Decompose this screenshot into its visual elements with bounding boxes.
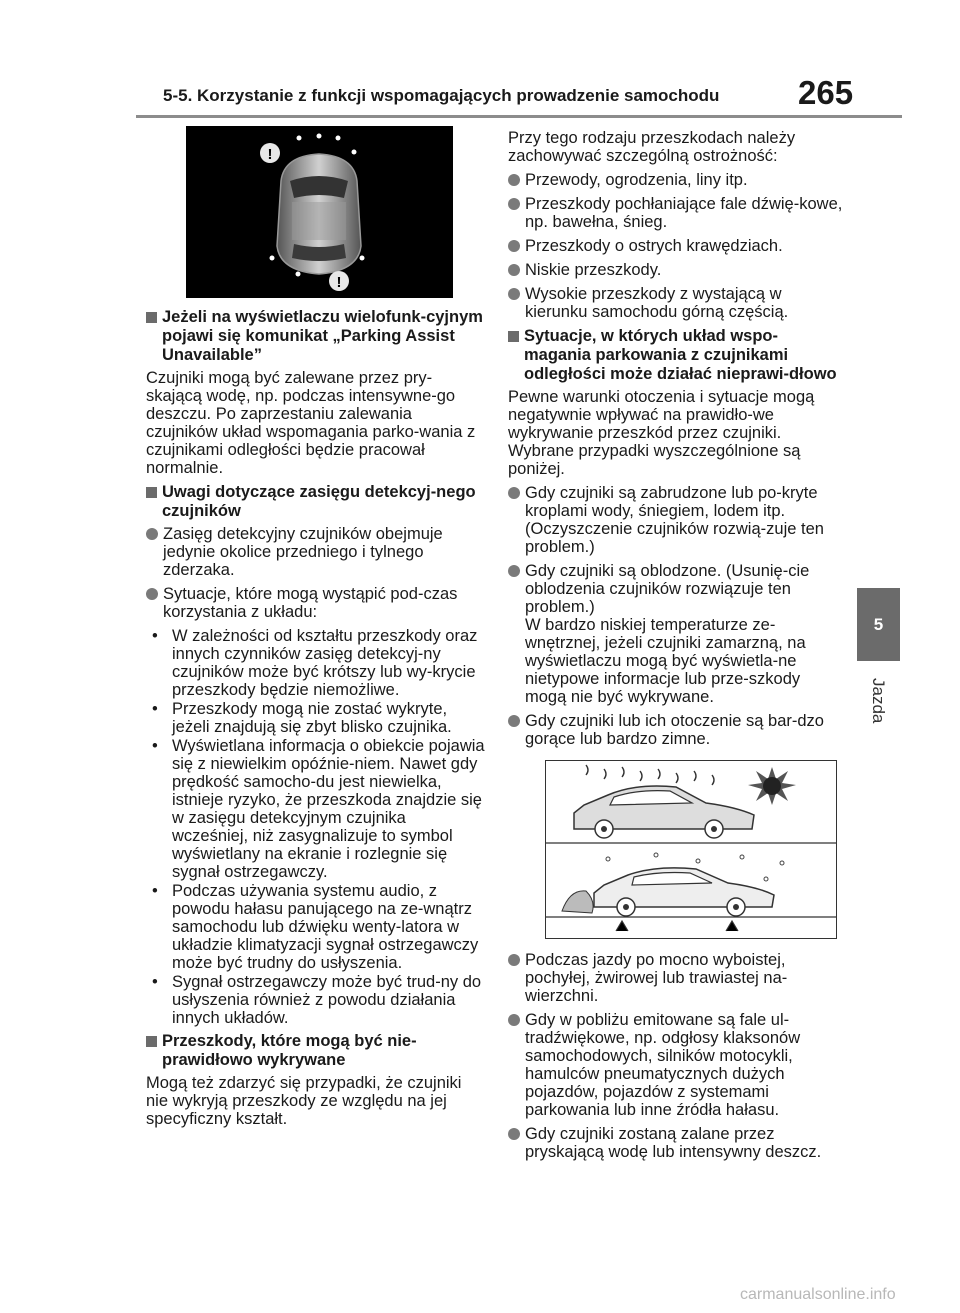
round-bullet-icon (146, 588, 158, 600)
warning-icon (260, 143, 280, 163)
list-item: Niskie przeszkody. (508, 261, 844, 279)
round-bullet-icon (508, 1014, 520, 1026)
list-item: Gdy w pobliżu emitowane są fale ul-tradźwiękowe, np. odgłosy klaksonów samochodowych, silników motocykli, hamulców pneumatycznych dużych pojazdów, pojazdów z systemami parkowania lub inne źródła hałasu. (508, 1011, 844, 1119)
chapter-label: Jazda (869, 678, 888, 724)
round-bullet-icon (508, 715, 520, 727)
section-heading: Jeżeli na wyświetlaczu wielofunk-cyjnym pojawi się komunikat „Parking Assist Unavailable” (146, 308, 486, 365)
list-item: Sytuacje, które mogą wystąpić pod-czas korzystania z układu: (146, 585, 486, 621)
sun-icon (748, 767, 796, 805)
car-icon (574, 786, 754, 838)
list-item: Wysokie przeszkody z wystającą w kierunku samochodu górną częścią. (508, 285, 844, 321)
paragraph: Czujniki mogą być zalewane przez pry-skającą wodę, np. podczas intensywne-go deszczu. Po zaprzestaniu zalewania czujników układ wspomagania parko-wania z czujnikami odległości będzie pracował normalnie. (146, 369, 476, 477)
svg-text:!: ! (267, 146, 273, 163)
sub-list-item: • W zależności od kształtu przeszkody oraz innych czynników zasięg detekcyj-ny czujników może być krótszy lub wy-krycie przeszkody będzie niemożliwe. (152, 627, 478, 699)
warning-icon (329, 271, 349, 291)
round-bullet-icon (508, 240, 520, 252)
car-icon (594, 868, 774, 916)
list-item: Przeszkody pochłaniające fale dźwię-kowe, np. bawełna, śnieg. (508, 195, 844, 231)
list-item: Podczas jazdy po mocno wyboistej, pochyłej, żwirowej lub trawiastej na-wierzchni. (508, 951, 844, 1005)
sub-list-item: • Sygnał ostrzegawczy może być trud-ny do usłyszenia również z powodu działania innych układów. (152, 973, 482, 1027)
car-sensors-diagram (186, 126, 453, 298)
paragraph: Przy tego rodzaju przeszkodach należy zachowywać szczególną ostrożność: (508, 129, 796, 165)
chapter-number: 5 (873, 614, 884, 634)
list-item: Przeszkody o ostrych krawędziach. (508, 237, 844, 255)
section-heading: Sytuacje, w których układ wspo-magania parkowania z czujnikami odległości może działać nieprawi-dłowo (508, 327, 844, 384)
sub-list-item: • Podczas używania systemu audio, z powodu hałasu panującego na ze-wnątrz samochodu lub dźwięku wenty-latora w układzie klimatyzacji sygnał ostrzegawczy może być trudny do usłyszenia. (152, 882, 479, 972)
round-bullet-icon (508, 288, 520, 300)
square-bullet-icon (508, 331, 519, 342)
car-weather-diagram (546, 761, 836, 938)
chapter-tab (857, 588, 900, 661)
round-bullet-icon (508, 565, 520, 577)
heat-waves-icon (586, 765, 714, 785)
square-bullet-icon (146, 312, 157, 323)
list-item: Zasięg detekcyjny czujników obejmuje jedynie okolice przedniego i tylnego zderzaka. (146, 525, 486, 579)
round-bullet-icon (508, 174, 520, 186)
round-bullet-icon (146, 528, 158, 540)
ice-icon (616, 921, 738, 931)
list-item: Gdy czujniki są oblodzone. (Usunię-cie oblodzenia czujników rozwiązuje ten problem.) W bardzo niskiej temperaturze ze-wnętrznej, jeżeli czujniki zamarzną, na wyświetlaczu mogą być wyświetla-ne nietypowe informacje lub prze-szkody mogą nie być wykrywane. (508, 562, 844, 706)
round-bullet-icon (508, 487, 520, 499)
left-column (146, 126, 486, 1134)
parking-display-illustration (186, 126, 453, 298)
watermark: carmanualsonline.info (740, 1286, 896, 1303)
round-bullet-icon (508, 954, 520, 966)
header-divider (136, 115, 902, 118)
svg-text:!: ! (336, 274, 342, 291)
sub-list-item: • Przeszkody mogą nie zostać wykryte, jeżeli znajdują się zbyt blisko czujnika. (152, 700, 452, 736)
running-header: 5-5. Korzystanie z funkcji wspomagających prowadzenie samochodu (163, 86, 720, 105)
square-bullet-icon (146, 487, 157, 498)
weather-conditions-illustration (545, 760, 837, 939)
list-item: Przewody, ogrodzenia, liny itp. (508, 171, 844, 189)
list-item: Gdy czujniki zostaną zalane przez pryskającą wodę lub intensywny deszcz. (508, 1125, 844, 1161)
list-item: Gdy czujniki są zabrudzone lub po-kryte kroplami wody, śniegiem, lodem itp. (Oczyszczenie czujników rozwią-zuje ten problem.) (508, 484, 844, 556)
round-bullet-icon (508, 264, 520, 276)
paragraph: Pewne warunki otoczenia i sytuacje mogą negatywnie wpływać na prawidło-we wykrywanie przeszkód przez czujniki. Wybrane przypadki wyszczególnione są poniżej. (508, 388, 815, 478)
section-heading: Uwagi dotyczące zasięgu detekcyj-nego czujników (146, 483, 486, 521)
round-bullet-icon (508, 1128, 520, 1140)
section-heading: Przeszkody, które mogą być nie-prawidłowo wykrywane (146, 1032, 486, 1070)
sub-list-item: • Wyświetlana informacja o obiekcie pojawia się z niewielkim opóźnie-niem. Nawet gdy prędkość samocho-du jest niewielka, istnieje ryzyko, że przeszkoda znajdzie się w zasięgu detekcyjnym czujnika wcześniej, niż zasygnalizuje to symbol wyświetlany na ekranie i rozlegnie się sygnał ostrzegawczy. (152, 737, 485, 881)
page-number: 265 (798, 74, 854, 111)
right-column (508, 126, 844, 1167)
list-item: Gdy czujniki lub ich otoczenie są bar-dzo gorące lub bardzo zimne. (508, 712, 844, 748)
round-bullet-icon (508, 198, 520, 210)
square-bullet-icon (146, 1036, 157, 1047)
paragraph: Mogą też zdarzyć się przypadki, że czujniki nie wykryją przeszkody ze względu na jej specyficzny kształt. (146, 1074, 462, 1128)
